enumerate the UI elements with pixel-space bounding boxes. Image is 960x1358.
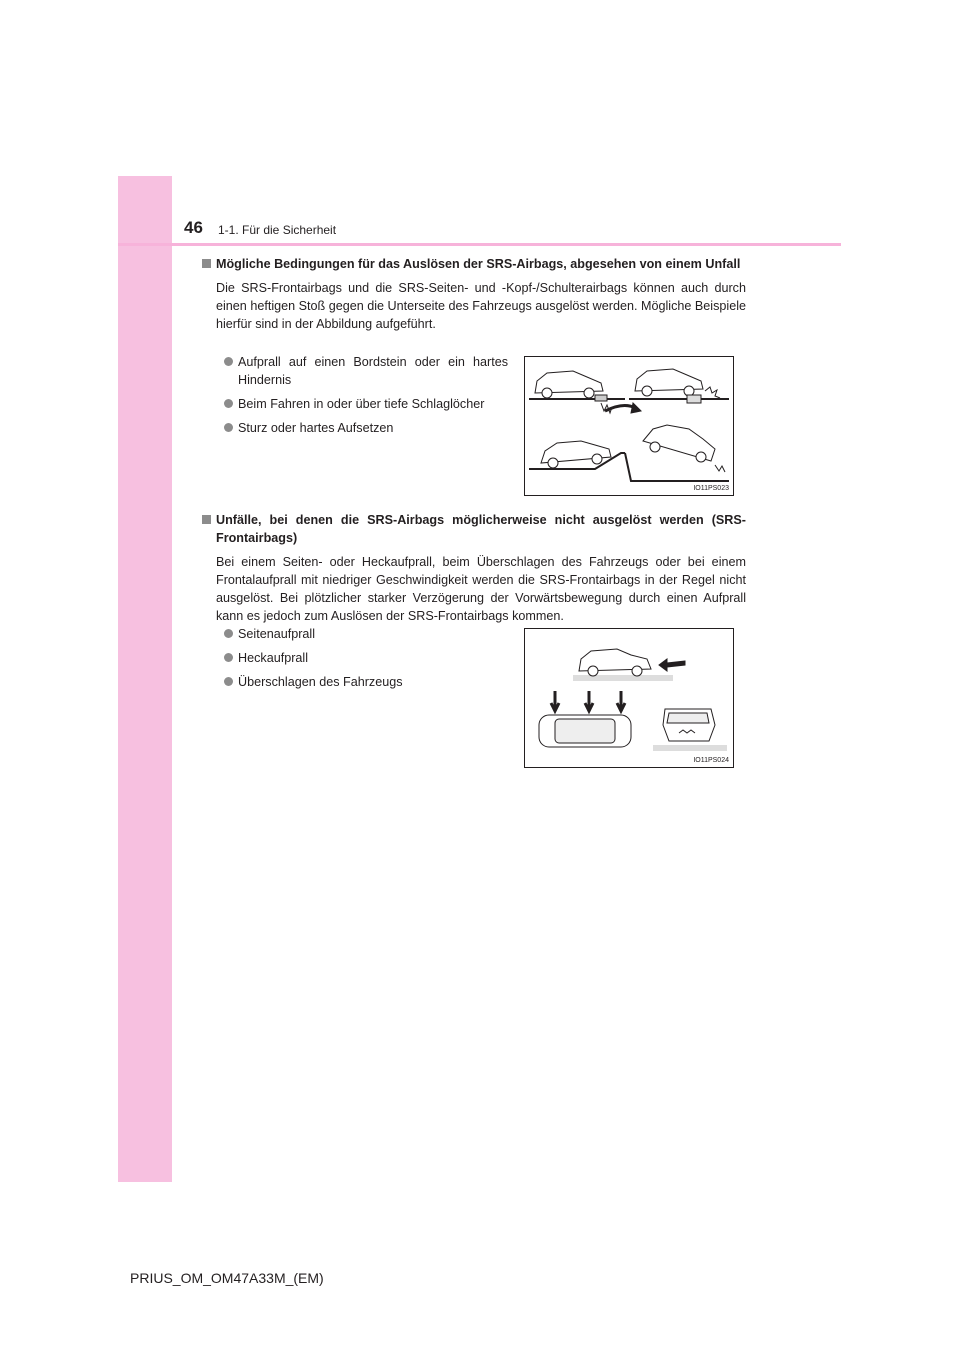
section1-block xyxy=(202,255,746,333)
list-item: Heckaufprall xyxy=(224,649,508,667)
section-title: 1-1. Für die Sicherheit xyxy=(218,223,337,237)
list-item: Beim Fahren in oder über tiefe Schlaglöcher xyxy=(224,395,508,413)
figure-underbody-impact xyxy=(524,356,734,496)
list-item: Sturz oder hartes Aufsetzen xyxy=(224,419,508,437)
section2-heading: Unfälle, bei denen die SRS-Airbags möglicherweise nicht ausgelöst werden (SRS-Frontairbags) xyxy=(202,511,746,547)
figure-id: IO11PS023 xyxy=(693,485,729,492)
bullet-dot-icon xyxy=(224,629,233,638)
section1-bullets xyxy=(224,353,508,443)
bullet-dot-icon xyxy=(224,423,233,432)
bullet-dot-icon xyxy=(224,653,233,662)
list-item: Überschlagen des Fahrzeugs xyxy=(224,673,508,691)
figure-no-deployment xyxy=(524,628,734,768)
figure-illustration xyxy=(525,629,733,767)
page-number: 46 xyxy=(184,218,203,237)
section2-bullets xyxy=(224,625,508,697)
figure-id: IO11PS024 xyxy=(693,757,729,764)
square-bullet-icon xyxy=(202,515,211,524)
list-item: Seitenaufprall xyxy=(224,625,508,643)
bullet-dot-icon xyxy=(224,399,233,408)
header-rule xyxy=(118,243,841,246)
section1-heading: Mögliche Bedingungen für das Auslösen der SRS-Airbags, abgesehen von einem Unfall xyxy=(202,255,746,273)
footer-doc-code: PRIUS_OM_OM47A33M_(EM) xyxy=(130,1270,324,1286)
figure-illustration xyxy=(525,357,733,495)
square-bullet-icon xyxy=(202,259,211,268)
bullet-dot-icon xyxy=(224,357,233,366)
section2-block xyxy=(202,511,746,625)
sidebar-band xyxy=(118,176,172,1182)
section1-body: Die SRS-Frontairbags und die SRS-Seiten- und -Kopf-/Schulterairbags können auch durch einen heftigen Stoß gegen die Unterseite des Fahrzeugs ausgelöst werden. Mögliche Beispiele hierfür sind in der Abbildung aufgeführt. xyxy=(216,281,746,331)
list-item: Aufprall auf einen Bordstein oder ein hartes Hindernis xyxy=(224,353,508,389)
bullet-dot-icon xyxy=(224,677,233,686)
section2-body: Bei einem Seiten- oder Heckaufprall, beim Überschlagen des Fahrzeugs oder bei einem Frontalaufprall mit niedriger Geschwindigkeit werden die SRS-Frontairbags in der Regel nicht ausgelöst. Bei plötzlicher starker Verzögerung der Vorwärtsbewegung durch einen Aufprall kann es jedoch zum Auslösen der SRS-Frontairbags kommen. xyxy=(216,555,746,623)
